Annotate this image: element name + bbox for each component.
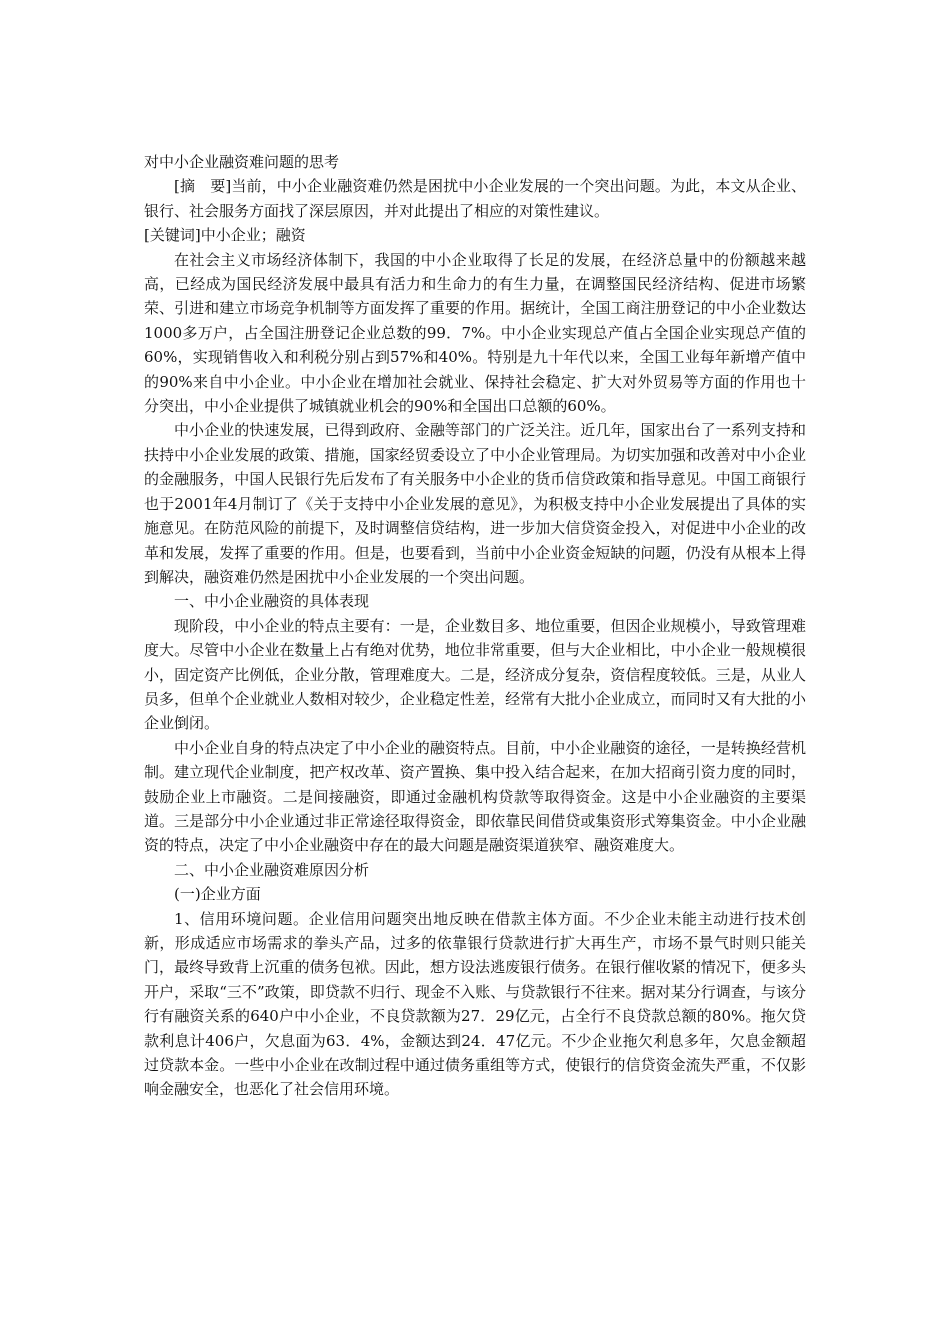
abstract: [摘 要]当前，中小企业融资难仍然是困扰中小企业发展的一个突出问题。为此，本文从企业、银行、社会服务方面找了深层原因，并对此提出了相应的对策性建议。 xyxy=(144,177,806,220)
paragraph-policy: 中小企业的快速发展，已得到政府、金融等部门的广泛关注。近几年，国家出台了一系列支持和扶持中小企业发展的政策、措施，国家经贸委设立了中小企业管理局。为切实加强和改善对中小企业的金融服务，中国人民银行先后发布了有关服务中小企业的货币信贷政策和指导意见。中国工商银行也于2001年4月制订了《关于支持中小企业发展的意见》，为积极支持中小企业发展提出了具体的实施意见。在防范风险的前提下，及时调整信贷结构，进一步加大信贷资金投入，对促进中小企业的改革和发展，发挥了重要的作用。但是，也要看到，当前中小企业资金短缺的问题，仍没有从根本上得到解决，融资难仍然是困扰中小企业发展的一个突出问题。 xyxy=(144,421,806,586)
keywords: [关键词]中小企业；融资 xyxy=(144,226,306,245)
paragraph-credit-environment: 1、信用环境问题。企业信用问题突出地反映在借款主体方面。不少企业未能主动进行技术创新，形成适应市场需求的拳头产品，过多的依靠银行贷款进行扩大再生产，市场不景气时则只能关门，最终导致背上沉重的债务包袱。因此，想方设法逃废银行债务。在银行催收紧的情况下，便多头开户，采取“三不”政策，即贷款不归行、现金不入账、与贷款银行不往来。据对某分行调查，与该分行有融资关系的640户中小企业，不良贷款额为27．29亿元，占全行不良贷款总额的80%。拖欠贷款利息计406户，欠息面为63．4%，金额达到24．47亿元。不少企业拖欠利息多年，欠息金额超过贷款本金。一些中小企业在改制过程中通过债务重组等方式，使银行的信贷资金流失严重，不仅影响金融安全，也恶化了社会信用环境。 xyxy=(144,909,806,1099)
section-heading-2: 二、中小企业融资难原因分析 xyxy=(174,860,370,879)
section-heading-1: 一、中小企业融资的具体表现 xyxy=(174,592,370,611)
document-page xyxy=(144,150,806,1102)
paragraph-intro: 在社会主义市场经济体制下，我国的中小企业取得了长足的发展，在经济总量中的份额越来越高，已经成为国民经济发展中最具有活力和生命力的有生力量，在调整国民经济结构、促进市场繁荣、引进和建立市场竞争机制等方面发挥了重要的作用。据统计，全国工商注册登记的中小企业数达1000多万户，占全国注册登记企业总数的99．7%。中小企业实现总产值占全国企业实现总产值的60%，实现销售收入和利税分别占到57%和40%。特别是九十年代以来，全国工业每年新增产值中的90%来自中小企业。中小企业在增加社会就业、保持社会稳定、扩大对外贸易等方面的作用也十分突出，中小企业提供了城镇就业机会的90%和全国出口总额的60%。 xyxy=(144,250,806,416)
paragraph-financing-features: 中小企业自身的特点决定了中小企业的融资特点。目前，中小企业融资的途径，一是转换经营机制。建立现代企业制度，把产权改革、资产置换、集中投入结合起来，在加大招商引资力度的同时，鼓励企业上市融资。二是间接融资，即通过金融机构贷款等取得资金。这是中小企业融资的主要渠道。三是部分中小企业通过非正常途径取得资金，即依靠民间借贷或集资形式筹集资金。中小企业融资的特点，决定了中小企业融资中存在的最大问题是融资渠道狭窄、融资难度大。 xyxy=(144,738,806,855)
document-title: 对中小企业融资难问题的思考 xyxy=(144,153,340,171)
paragraph-characteristics: 现阶段，中小企业的特点主要有：一是，企业数目多、地位重要，但因企业规模小，导致管理难度大。尽管中小企业在数量上占有绝对优势，地位非常重要，但与大企业相比，中小企业一般规模很小，固定资产比例低，企业分散，管理难度大。二是，经济成分复杂，资信程度较低。三是，从业人员多，但单个企业就业人数相对较少，企业稳定性差，经常有大批小企业成立，而同时又有大批的小企业倒闭。 xyxy=(144,616,806,733)
subsection-heading-enterprise: (一)企业方面 xyxy=(174,885,261,904)
